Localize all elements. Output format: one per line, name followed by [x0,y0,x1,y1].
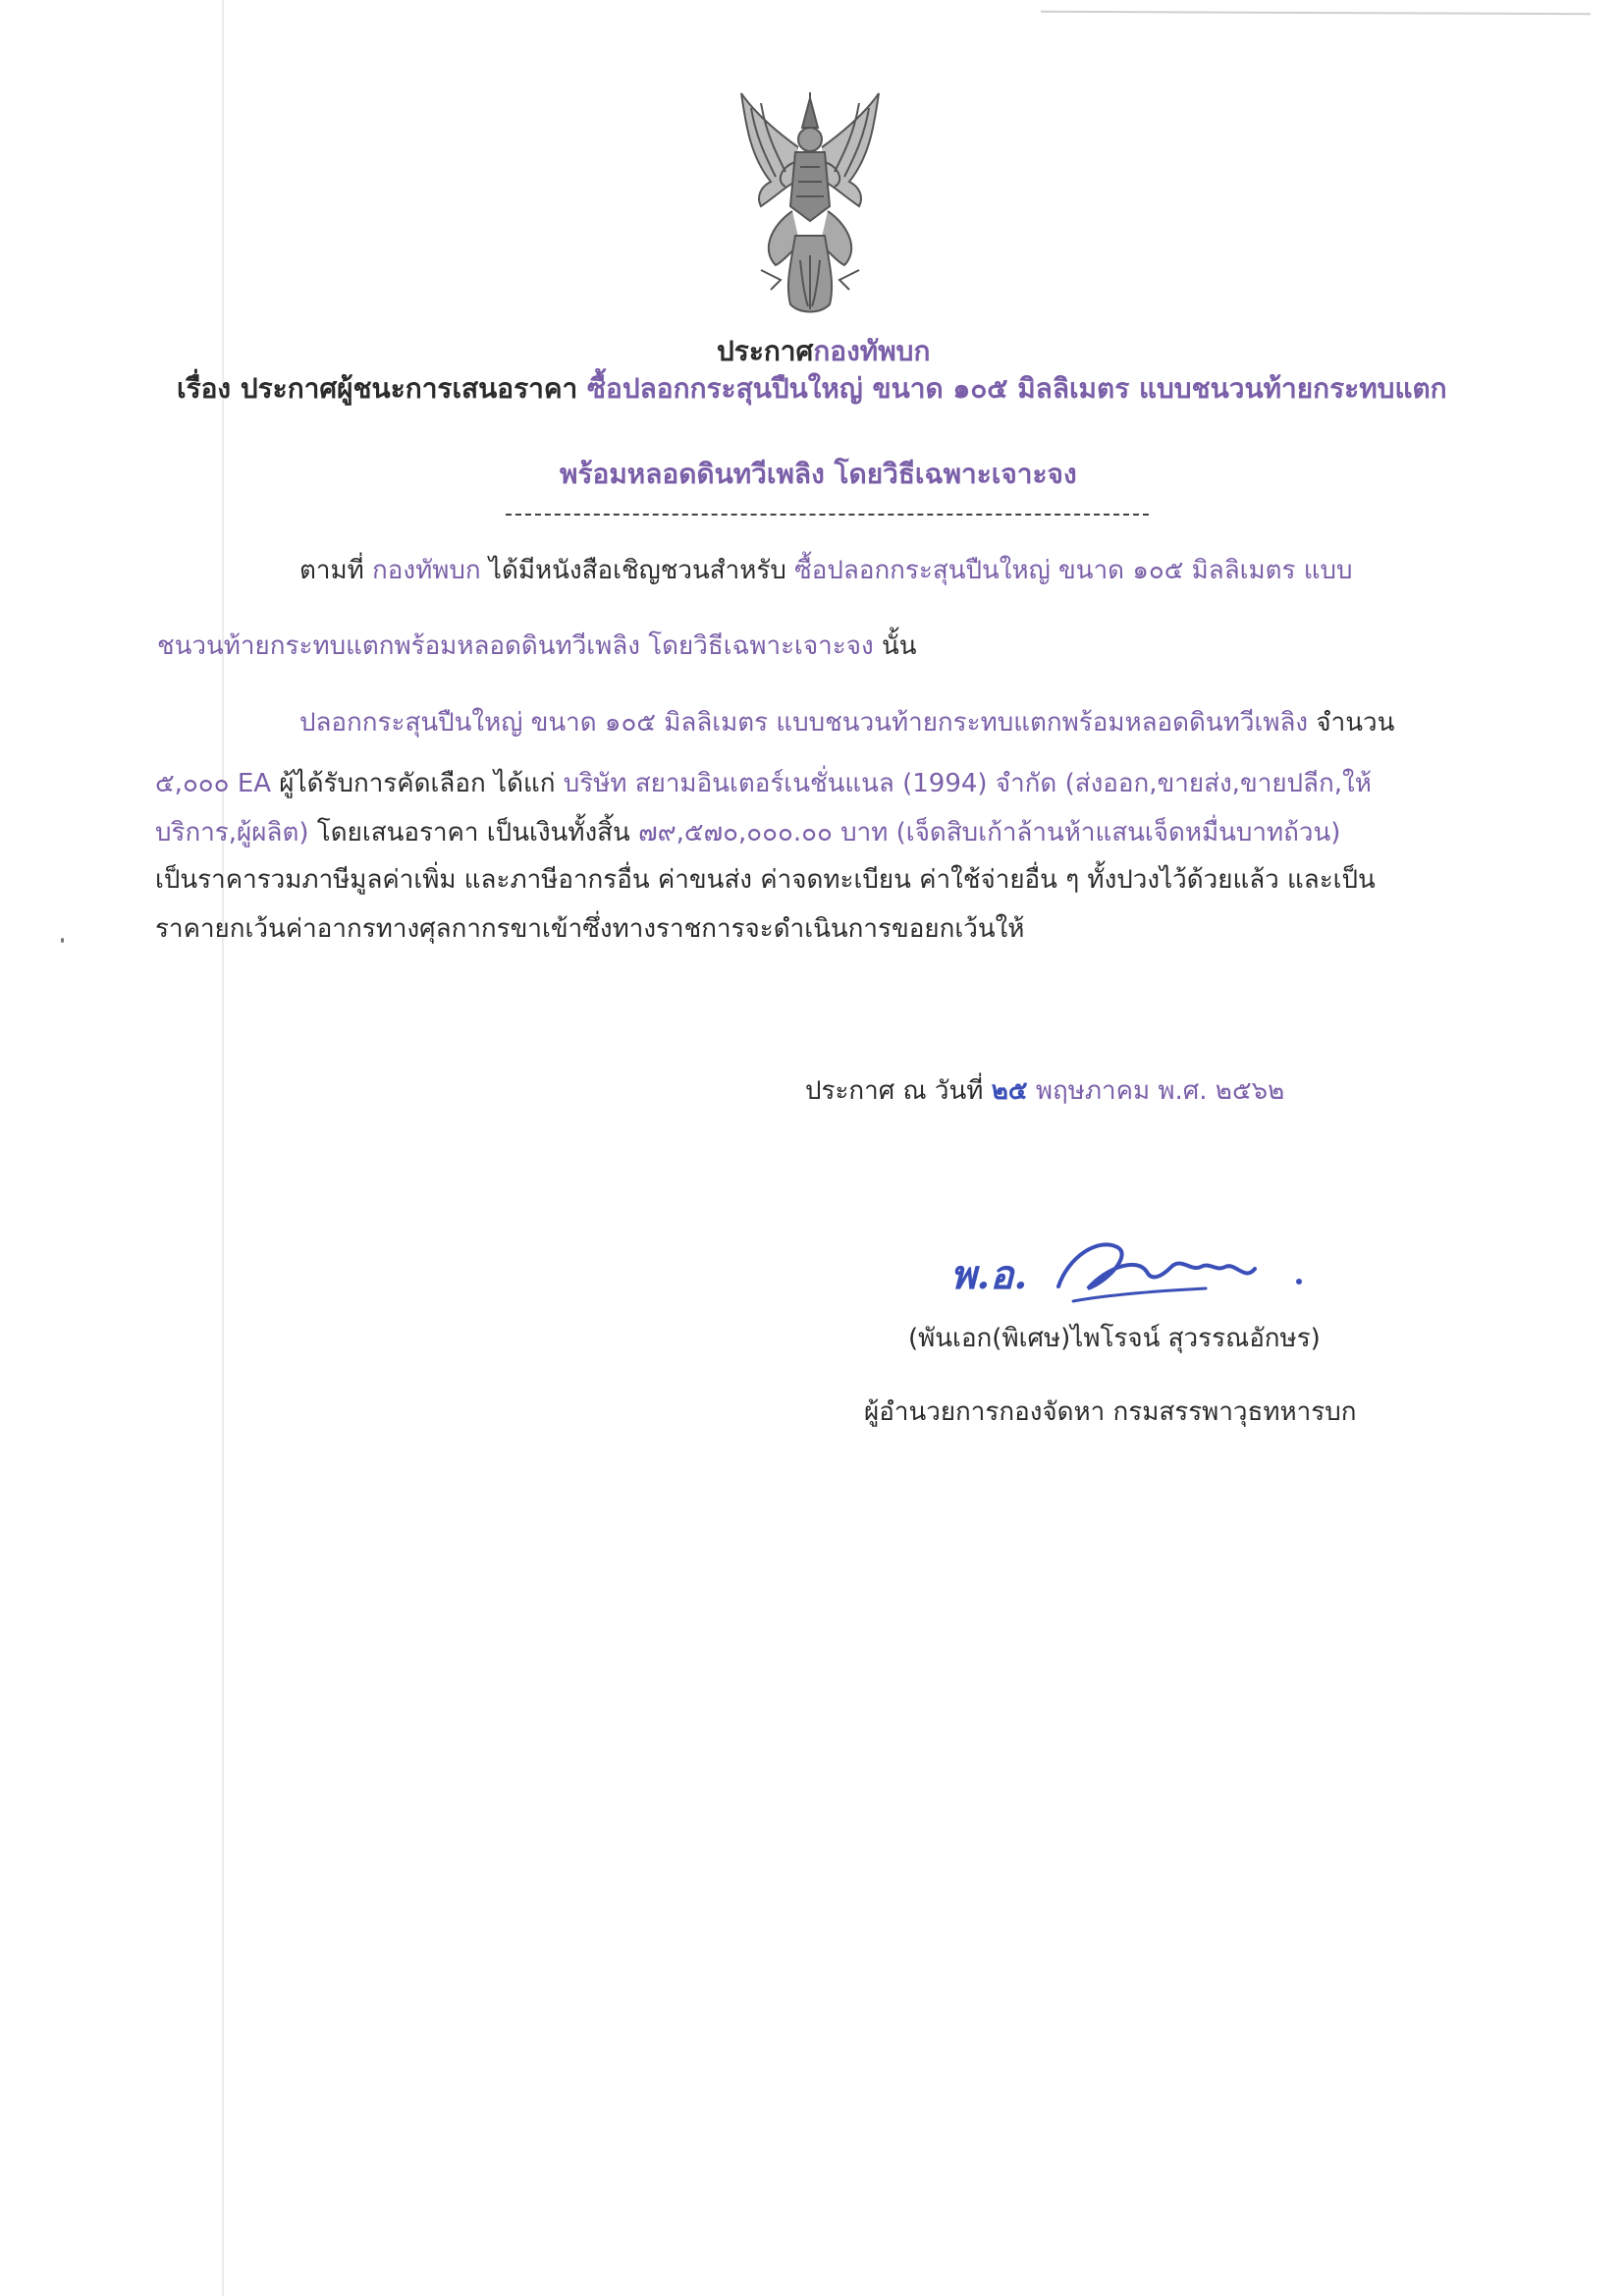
title-org: กองทัพบก [813,335,931,367]
date-prefix: ประกาศ ณ วันที่ [805,1076,984,1106]
scan-top-line [1041,11,1591,15]
date-day: ๒๕ [991,1076,1028,1106]
p1-org: กองทัพบก [372,556,481,585]
signer-position: ผู้อำนวยการกองจัดหา กรมสรรพาวุธทหารบก [864,1397,1357,1427]
p2-amount: ๗๙,๕๗๐,๐๐๐.๐๐ บาท (เจ็ดสิบเก้าล้านห้าแสนเจ็ดหมื่นบาทถ้วน) [638,818,1341,847]
paragraph-2-line-1 [299,705,1394,740]
paragraph-2-line-4: เป็นราคารวมภาษีมูลค่าเพิ่ม และภาษีอากรอื่น ค่าขนส่ง ค่าจดทะเบียน ค่าใช้จ่ายอื่น ๆ ทั้งปวงไว้ด้วยแล้ว และเป็น [155,865,1376,895]
paragraph-2-line-2 [155,766,1372,801]
subject-line-1 [177,371,1447,407]
p2-item: ปลอกกระสุนปืนใหญ่ ขนาด ๑๐๕ มิลลิเมตร แบบชนวนท้ายกระทบแตกพร้อมหลอดดินทวีเพลิง [299,708,1309,738]
announcement-date [805,1073,1284,1109]
scan-speck [61,938,64,943]
date-month-year: พฤษภาคม พ.ศ. ๒๕๖๒ [1035,1076,1285,1106]
p1-end: นั้น [881,631,917,661]
paragraph-2-line-3 [155,815,1340,850]
p1-mid: ได้มีหนังสือเชิญชวนสำหรับ [488,556,786,585]
p2-company-cont: บริการ,ผู้ผลิต) [155,818,309,847]
signature-rank-text: พ.อ. [950,1252,1028,1298]
p2-qty: ๕,๐๐๐ EA [155,769,272,798]
p2-selected: ผู้ได้รับการคัดเลือก ได้แก่ [279,769,556,798]
signer-name: (พันเอก(พิเศษ)ไพโรจน์ สุวรรณอักษร) [908,1324,1321,1353]
p2-company: บริษัท สยามอินเตอร์เนชั่นแนล (1994) จำกัด (ส่งออก,ขายส่ง,ขายปลีก,ให้ [563,769,1372,798]
p1-intro: ตามที่ [299,556,364,585]
paragraph-1-line-1 [299,553,1353,588]
subject-item-2: พร้อมหลอดดินทวีเพลิง โดยวิธีเฉพาะเจาะจง [560,458,1077,490]
announcement-title [717,334,930,369]
subject-label: เรื่อง ประกาศผู้ชนะการเสนอราคา [177,372,578,405]
p1-item: ซื้อปลอกกระสุนปืนใหญ่ ขนาด ๑๐๕ มิลลิเมตร แบบ [794,556,1353,585]
garuda-emblem-icon [731,88,889,324]
divider-dashed [506,514,1149,516]
paragraph-1-line-2 [157,629,917,664]
paragraph-2-line-5: ราคายกเว้นค่าอากรทางศุลกากรขาเข้าซึ่งทางราชการจะดำเนินการขอยกเว้นให้ [155,914,1025,944]
p2-offer-label: โดยเสนอราคา เป็นเงินทั้งสิ้น [316,818,630,847]
handwritten-signature [950,1228,1324,1321]
p2-qty-label: จำนวน [1316,708,1395,738]
p1-item-cont: ชนวนท้ายกระทบแตกพร้อมหลอดดินทวีเพลิง โดยวิธีเฉพาะเจาะจง [157,631,874,661]
scan-edge-shadow [222,0,224,2296]
subject-item-1: ซื้อปลอกกระสุนปืนใหญ่ ขนาด ๑๐๕ มิลลิเมตร แบบชนวนท้ายกระทบแตก [587,372,1447,405]
title-prefix: ประกาศ [717,335,814,367]
